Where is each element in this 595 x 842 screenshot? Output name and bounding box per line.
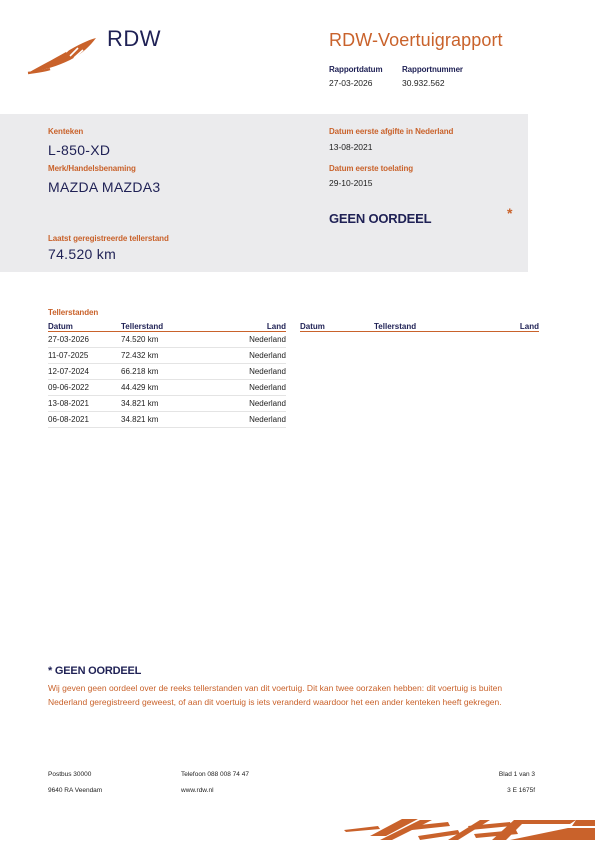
cell-date: 27-03-2026 — [48, 332, 121, 348]
cell-odometer: 66.218 km — [121, 364, 206, 380]
cell-odometer: 74.520 km — [121, 332, 206, 348]
cell-date: 11-07-2025 — [48, 348, 121, 364]
table-row — [48, 348, 286, 364]
verdict-asterisk: * — [507, 205, 513, 221]
plate-value: L-850-XD — [48, 142, 111, 158]
footer-web: www.rdw.nl — [181, 787, 214, 794]
cell-odometer: 72.432 km — [121, 348, 206, 364]
note-title: * GEEN OORDEEL — [48, 665, 142, 677]
cell-date: 12-07-2024 — [48, 364, 121, 380]
readings-table — [48, 321, 286, 428]
report-number-label: Rapportnummer — [402, 65, 463, 74]
report-number-value: 30.932.562 — [402, 78, 445, 88]
make-label: Merk/Handelsbenaming — [48, 164, 136, 173]
readings-table-right — [300, 321, 539, 332]
readings-header-row-right — [300, 321, 539, 332]
cell-odometer: 34.821 km — [121, 412, 206, 428]
cell-country: Nederland — [206, 380, 286, 396]
table-row — [48, 380, 286, 396]
col-odometer: Tellerstand — [121, 321, 206, 332]
table-row — [48, 332, 286, 348]
cell-odometer: 34.821 km — [121, 396, 206, 412]
footer-page: Blad 1 van 3 — [498, 771, 535, 778]
make-value: MAZDA MAZDA3 — [48, 179, 161, 195]
cell-date: 13-08-2021 — [48, 396, 121, 412]
decorative-stripes-icon — [340, 816, 595, 842]
table-row — [48, 364, 286, 380]
footer-city: 9640 RA Veendam — [48, 787, 103, 794]
readings-header-row — [48, 321, 286, 332]
col-country-right: Land — [459, 321, 539, 332]
cell-odometer: 44.429 km — [121, 380, 206, 396]
cell-country: Nederland — [206, 348, 286, 364]
report-title: RDW-Voertuigrapport — [329, 30, 503, 50]
col-date-right: Datum — [300, 321, 374, 332]
first-nl-label: Datum eerste afgifte in Nederland — [329, 127, 454, 136]
brand-name: RDW — [107, 26, 162, 51]
footer-phone: Telefoon 088 008 74 47 — [181, 771, 249, 778]
cell-country: Nederland — [206, 364, 286, 380]
cell-country: Nederland — [206, 412, 286, 428]
footer-code: 3 E 1675f — [507, 787, 535, 794]
first-admission-value: 29-10-2015 — [329, 178, 373, 188]
table-row — [48, 396, 286, 412]
report-date-value: 27-03-2026 — [329, 78, 373, 88]
cell-date: 06-08-2021 — [48, 412, 121, 428]
readings-title: Tellerstanden — [48, 308, 99, 317]
footer-postbus: Postbus 30000 — [48, 771, 92, 778]
cell-date: 09-06-2022 — [48, 380, 121, 396]
col-country: Land — [206, 321, 286, 332]
cell-country: Nederland — [206, 396, 286, 412]
odometer-label: Laatst geregistreerde tellerstand — [48, 234, 169, 243]
plate-label: Kenteken — [48, 127, 84, 136]
rdw-logo-icon — [26, 36, 98, 76]
col-odometer-right: Tellerstand — [374, 321, 459, 332]
first-admission-label: Datum eerste toelating — [329, 164, 414, 173]
verdict: GEEN OORDEEL — [329, 211, 432, 226]
cell-country: Nederland — [206, 332, 286, 348]
note-text: Wij geven geen oordeel over de reeks tellerstanden van dit voertuig. Dit kan twee oorzaken hebben: dit voertuig is buiten Nederland geregistreerd geweest, of aan dit voertuig is iets veranderd waardoor het een ander kenteken heeft gekregen. — [48, 683, 503, 707]
report-date-label: Rapportdatum — [329, 65, 383, 74]
col-date: Datum — [48, 321, 121, 332]
odometer-value: 74.520 km — [48, 246, 117, 262]
table-row — [48, 412, 286, 428]
first-nl-value: 13-08-2021 — [329, 142, 373, 152]
